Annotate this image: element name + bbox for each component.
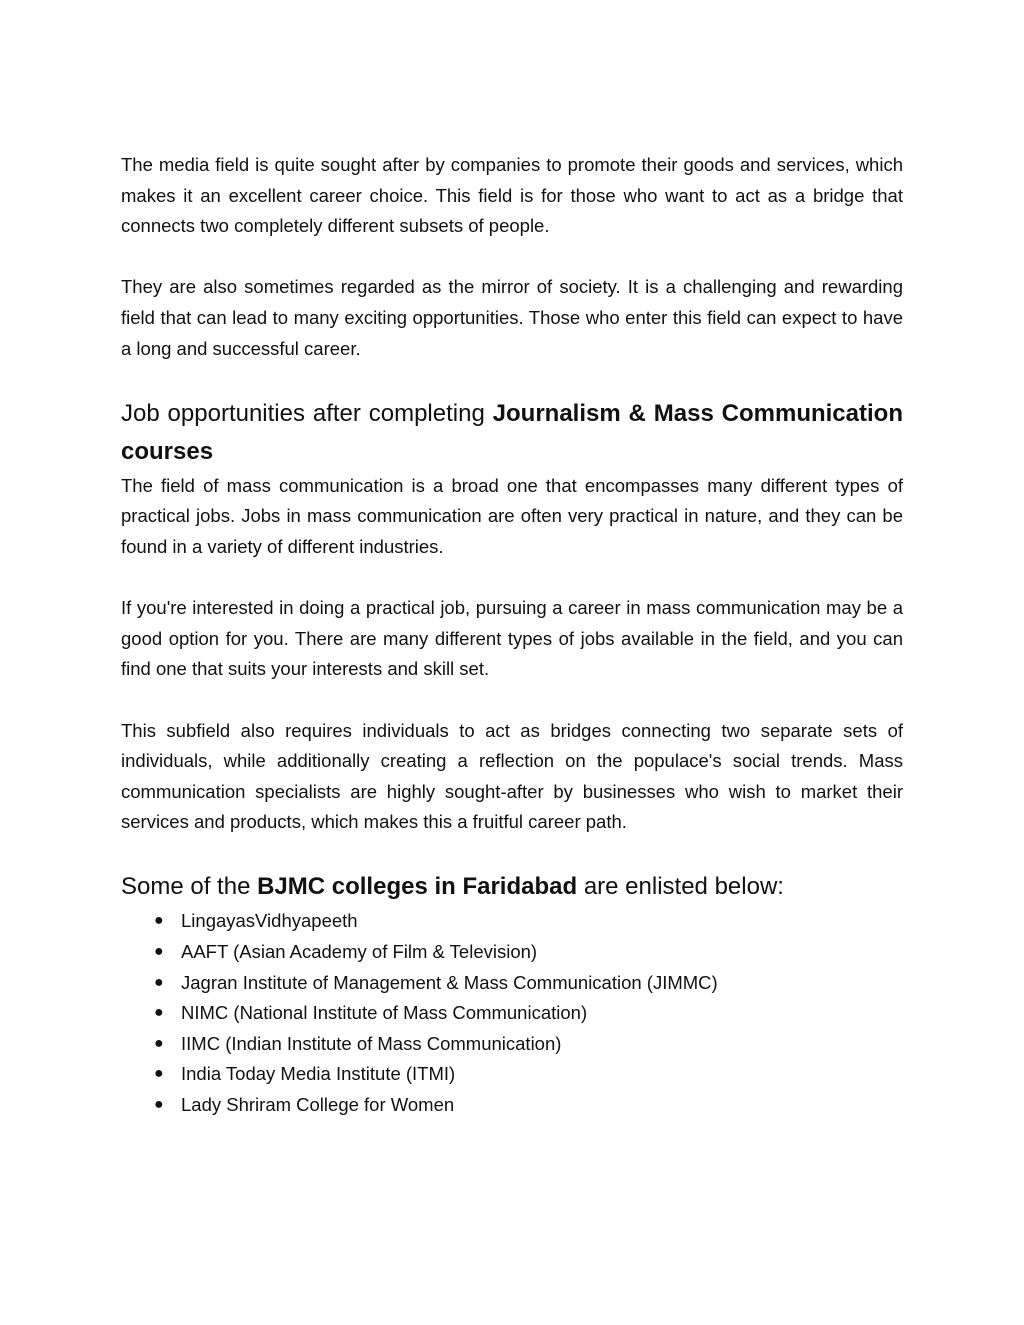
bullet-icon: ● (154, 1004, 164, 1022)
college-name: LingayasVidhyapeeth (181, 910, 358, 932)
intro-paragraph-1: The media field is quite sought after by companies to promote their goods and services, which makes it an excellent career choice. This field is for those who want to act as a bridge that connects two completely different subsets of people. (121, 154, 903, 237)
document-body (121, 150, 903, 1121)
jobs-paragraph-3: This subfield also requires individuals to act as bridges connecting two separate sets of individuals, while additionally creating a reflection on the populace's social trends. Mass communication specialists are highly sought-after by businesses who wish to market their services and products, which makes this a fruitful career path. (121, 719, 903, 833)
college-name: IIMC (Indian Institute of Mass Communication) (181, 1032, 562, 1054)
colleges-heading-bold: BJMC colleges in Faridabad (257, 873, 578, 901)
college-name: Lady Shriram College for Women (181, 1094, 455, 1116)
bullet-icon: ● (154, 1096, 164, 1114)
bullet-icon: ● (154, 912, 164, 930)
paragraph-spacer (121, 242, 903, 273)
colleges-heading-suffix: are enlisted below: (577, 873, 784, 901)
jobs-paragraph-2: If you're interested in doing a practical job, pursuing a career in mass communication may be a good option for you. There are many different types of jobs available in the field, and you can find one that suits your interests and skill set. (121, 597, 903, 680)
jobs-heading-bold: Journalism & Mass Communication courses (121, 399, 903, 465)
jobs-heading-prefix: Job opportunities after completing (121, 399, 493, 427)
paragraph-spacer (121, 685, 903, 716)
colleges-heading (121, 868, 903, 906)
list-item (121, 1059, 903, 1090)
intro-paragraph-2: They are also sometimes regarded as the mirror of society. It is a challenging and rewarding field that can lead to many exciting opportunities. Those who enter this field can expect to have a long and successful career. (121, 276, 903, 359)
college-name: India Today Media Institute (ITMI) (181, 1063, 456, 1085)
college-name: AAFT (Asian Academy of Film & Television) (181, 941, 538, 963)
paragraph-spacer (121, 563, 903, 594)
list-item (121, 968, 903, 999)
list-item (121, 998, 903, 1029)
bullet-icon: ● (154, 973, 164, 991)
list-item (121, 1029, 903, 1060)
paragraph-spacer (121, 838, 903, 869)
jobs-paragraph-1: The field of mass communication is a broad one that encompasses many different types of practical jobs. Jobs in mass communication are often very practical in nature, and they can be found in a variety of different industries. (121, 474, 903, 557)
list-item (121, 1090, 903, 1121)
list-item (121, 937, 903, 968)
paragraph-spacer (121, 364, 903, 395)
bullet-icon: ● (154, 1034, 164, 1052)
jobs-heading (121, 395, 903, 471)
college-name: NIMC (National Institute of Mass Communication) (181, 1002, 588, 1024)
bullet-icon: ● (154, 943, 164, 961)
bullet-icon: ● (154, 1065, 164, 1083)
college-name: Jagran Institute of Management & Mass Communication (JIMMC) (181, 971, 718, 993)
colleges-heading-prefix: Some of the (121, 873, 258, 901)
college-list (121, 906, 903, 1120)
list-item (121, 906, 903, 937)
